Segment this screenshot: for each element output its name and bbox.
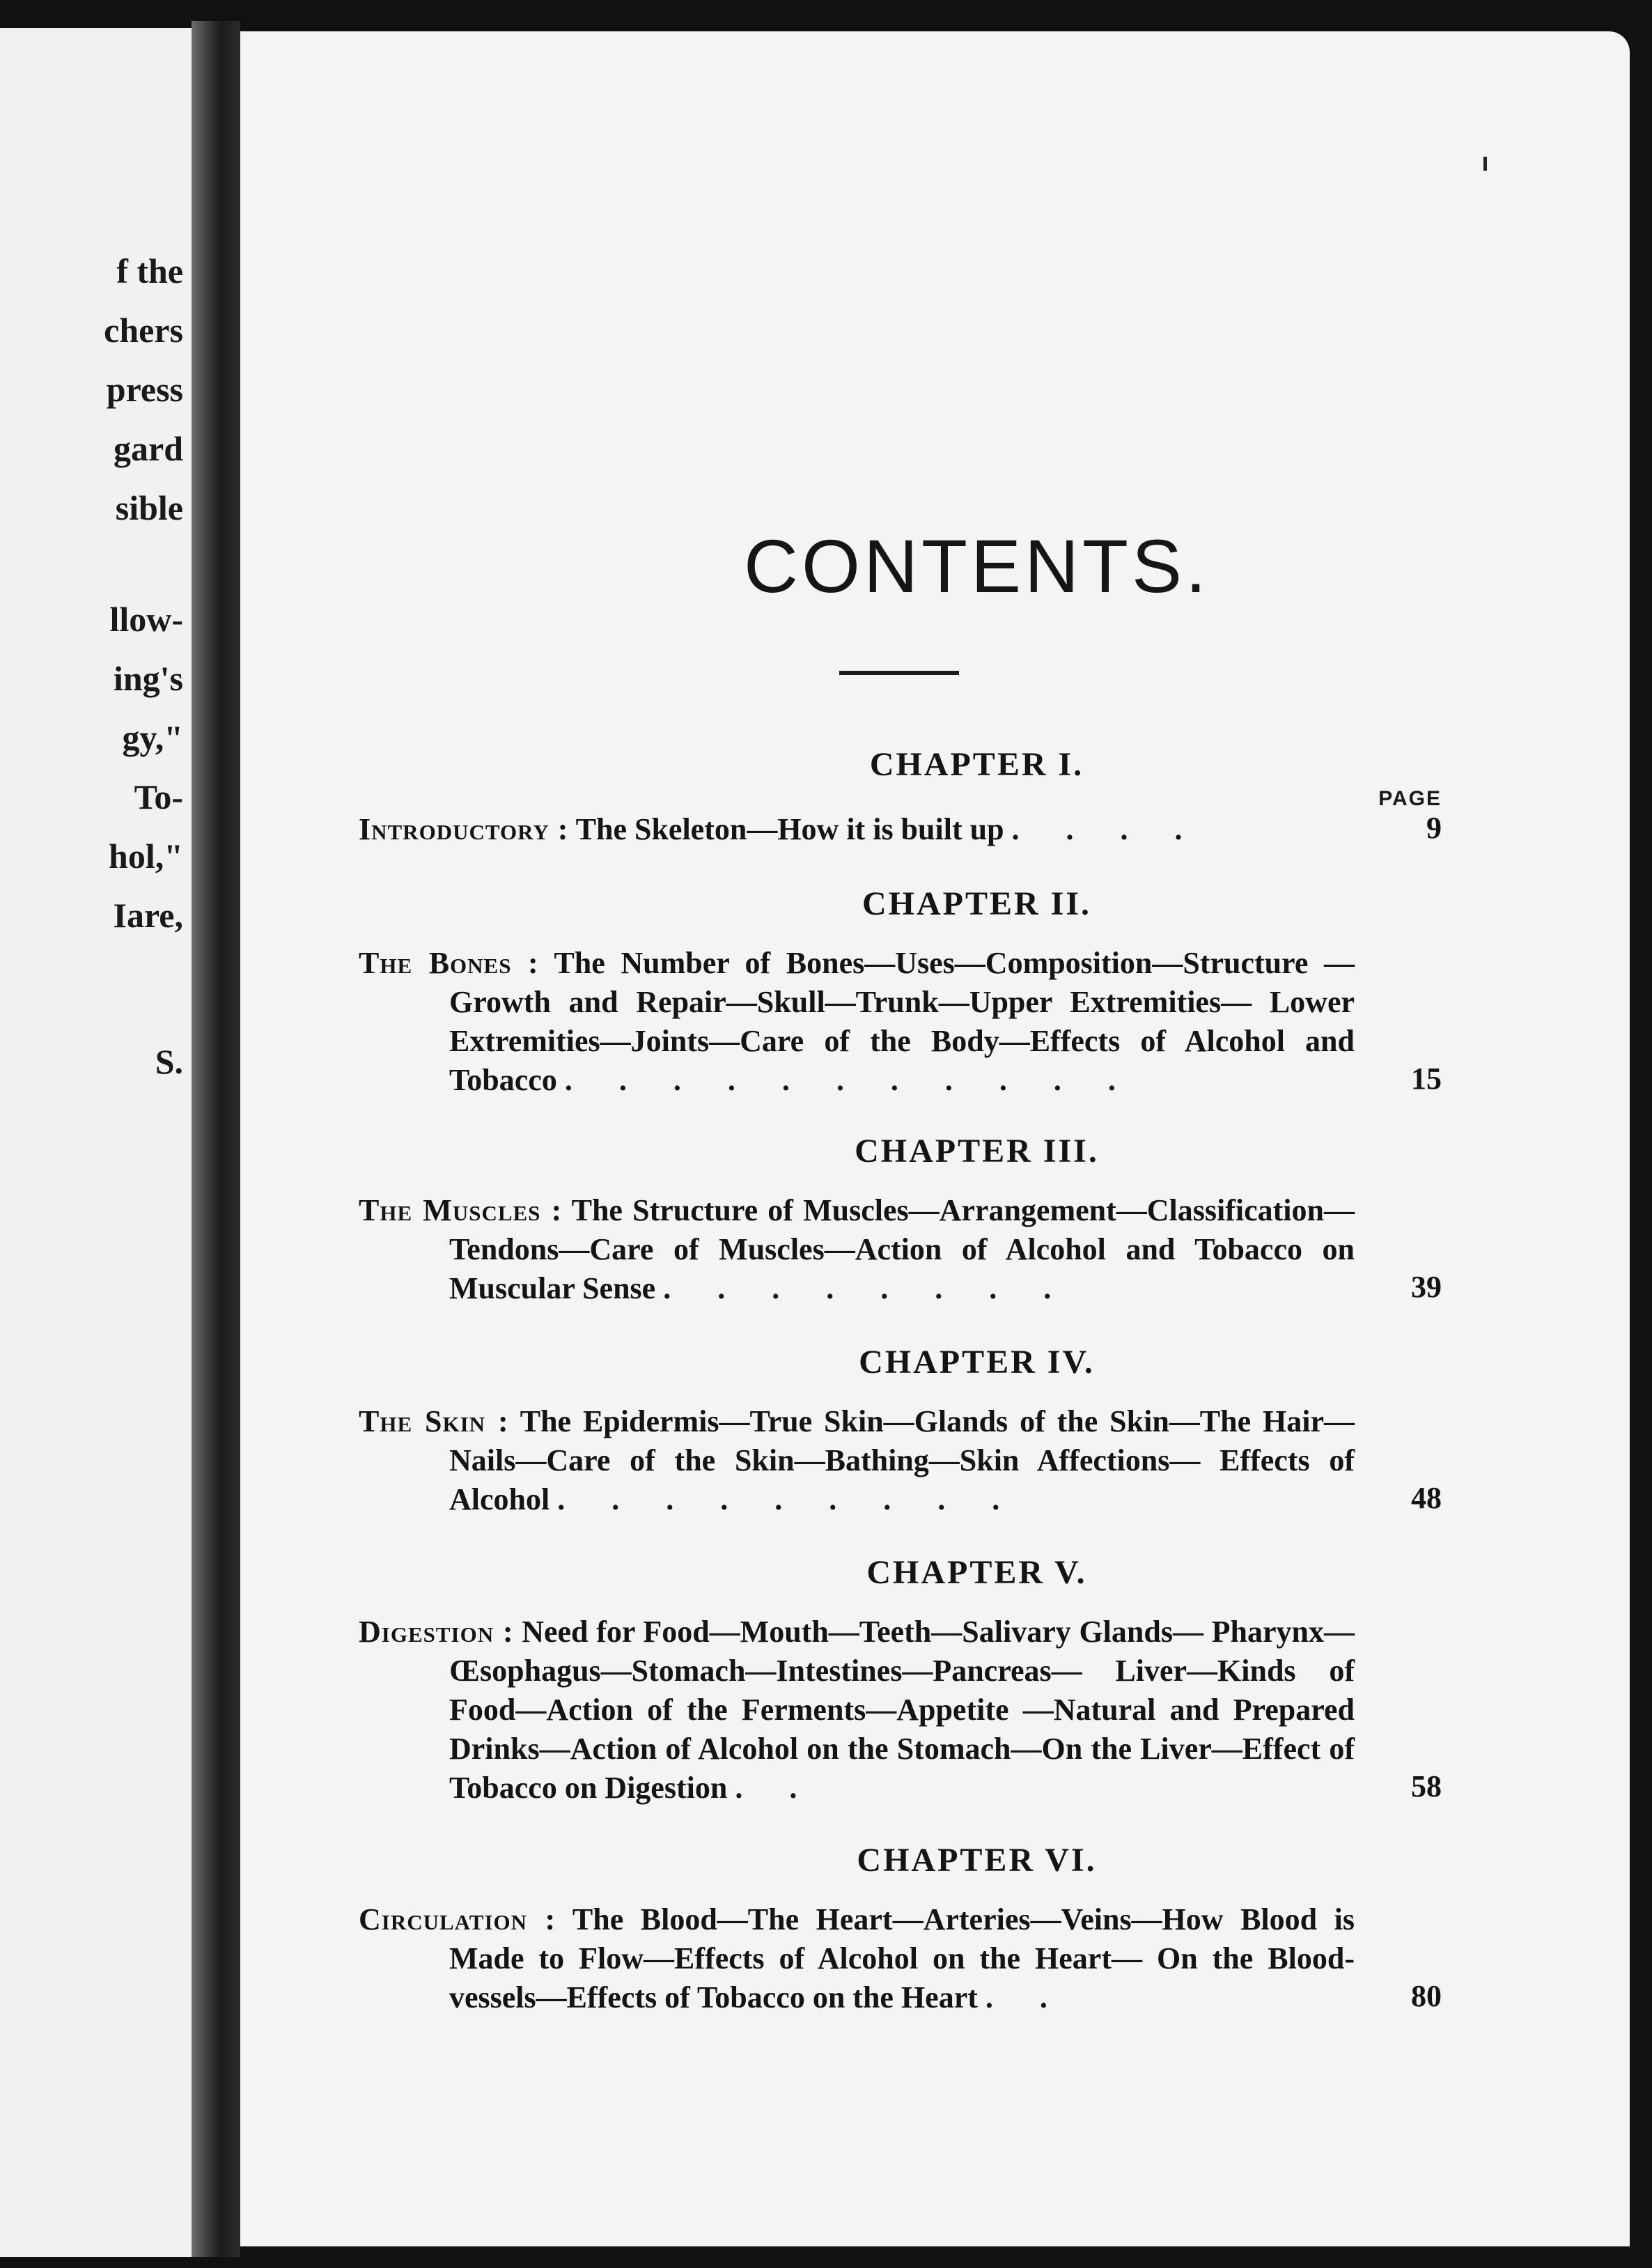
contents-page: [240, 31, 1630, 2246]
contents-entry: [359, 810, 1355, 849]
dot-leader: . .: [735, 1771, 817, 1805]
entry-label: The Skin :: [359, 1404, 509, 1438]
dot-leader: . .: [985, 1980, 1067, 2014]
chapter-heading: CHAPTER I.: [869, 746, 1084, 783]
contents-entry: [359, 1900, 1355, 2017]
contents-entry: [359, 944, 1355, 1100]
chapter-heading: CHAPTER III.: [855, 1133, 1099, 1170]
dot-leader: . . . . . . . .: [663, 1271, 1071, 1305]
contents-entry: [359, 1402, 1355, 1519]
entry-label: Circulation :: [359, 1902, 556, 1936]
entry-label: Introductory :: [359, 812, 569, 846]
contents-entry: [359, 1613, 1355, 1808]
left-page-fragment: Iare,: [113, 896, 183, 935]
title-rule: [839, 671, 959, 675]
left-page-fragment: chers: [104, 311, 183, 350]
page-number: 48: [1411, 1481, 1442, 1515]
left-page-fragment: sible: [115, 488, 183, 527]
left-page-fragment: gard: [114, 429, 183, 468]
chapter-heading: CHAPTER V.: [866, 1554, 1087, 1591]
entry-text: The Skeleton—How it is built up: [575, 812, 1004, 846]
chapter-heading: CHAPTER VI.: [857, 1842, 1097, 1879]
left-facing-page: [0, 28, 192, 2257]
page-speck: [1483, 157, 1487, 171]
entry-label: The Bones :: [359, 946, 539, 980]
left-page-fragment: press: [106, 370, 183, 409]
chapter-heading: CHAPTER IV.: [859, 1344, 1095, 1381]
dot-leader: . . . . . . . . . . .: [564, 1063, 1135, 1097]
chapter-heading: CHAPTER II.: [862, 885, 1092, 922]
left-page-fragment: To-: [134, 777, 183, 816]
page-column-label: PAGE: [1378, 787, 1442, 810]
left-page-fragment: S.: [155, 1042, 183, 1081]
page-title: CONTENTS.: [743, 524, 1210, 608]
page-number: 80: [1411, 1979, 1442, 2013]
left-page-fragment: f the: [116, 251, 183, 290]
entry-label: Digestion :: [359, 1615, 514, 1649]
page-number: 58: [1411, 1769, 1442, 1803]
dot-leader: . . . .: [1011, 812, 1202, 846]
entry-text: The Structure of Muscles—Arrangement—Classification—Tendons—Care of Muscles—Action of Alcohol and Tobacco on Muscular Sense: [449, 1193, 1355, 1305]
left-page-fragment: ing's: [113, 659, 183, 698]
dot-leader: . . . . . . . . .: [557, 1482, 1020, 1516]
entry-label: The Muscles :: [359, 1193, 563, 1227]
entry-text: The Number of Bones—Uses—Composition—Structure —Growth and Repair—Skull—Trunk—Upper Extremities— Lower Extremities—Joints—Care of the Body—Effects of Alcohol and Tobacco: [449, 946, 1355, 1097]
left-page-fragment: hol,": [109, 837, 183, 876]
book-gutter: [192, 21, 240, 2257]
entry-text: Need for Food—Mouth—Teeth—Salivary Glands— Pharynx—Œsophagus—Stomach—Intestines—Pancreas— Liver—Kinds of Food—Action of the Ferments—Appetite —Natural and Prepared Drinks—Action of Alcohol on the Stomach—On the Liver—Effect of Tobacco on Digestion: [449, 1615, 1355, 1805]
page-number: 9: [1426, 811, 1442, 845]
contents-entry: [359, 1191, 1355, 1308]
page-number: 15: [1411, 1062, 1442, 1096]
left-page-fragment: gy,": [122, 718, 183, 757]
entry-text: The Epidermis—True Skin—Glands of the Skin—The Hair—Nails—Care of the Skin—Bathing—Skin Affections— Effects of Alcohol: [449, 1404, 1355, 1516]
page-number: 39: [1411, 1270, 1442, 1304]
left-page-fragment: llow-: [109, 600, 183, 639]
entry-text: The Blood—The Heart—Arteries—Veins—How Blood is Made to Flow—Effects of Alcohol on the Heart— On the Blood-vessels—Effects of Tobacco on the Heart: [449, 1902, 1355, 2014]
